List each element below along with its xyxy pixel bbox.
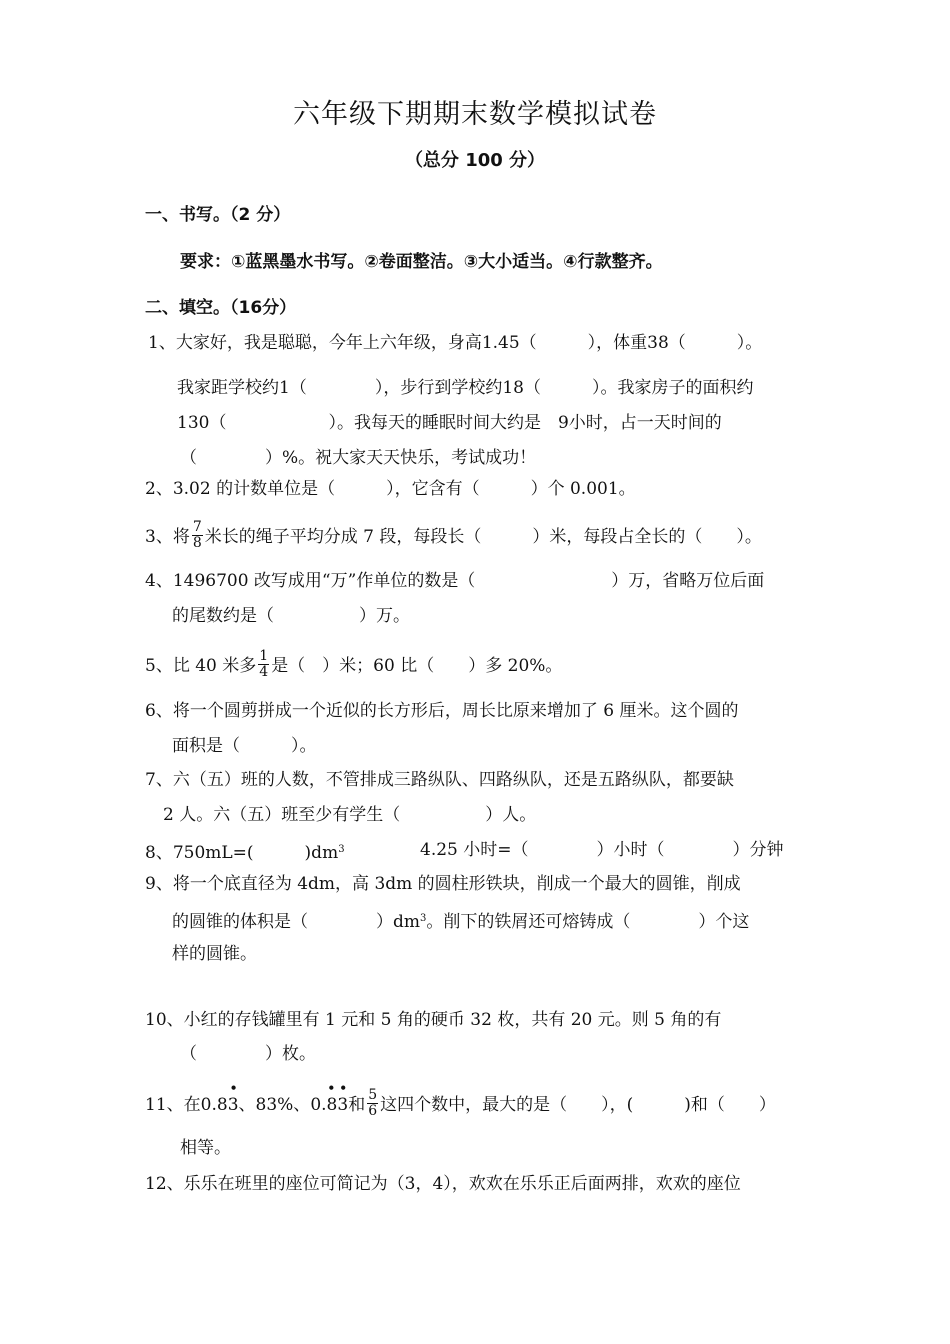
page-title: 六年级下期期末数学模拟试卷 xyxy=(293,99,657,130)
q3-fraction xyxy=(192,520,203,551)
q11-number1-main: 0.8 xyxy=(200,1095,228,1115)
q6-line2: 面积是（ ）。 xyxy=(172,736,317,756)
q5-fraction-numerator: 1 xyxy=(259,648,269,664)
q9-line2b: 。削下的铁屑还可熔铸成（ ）个这 xyxy=(426,912,750,932)
q11-line2: 相等。 xyxy=(180,1138,231,1158)
q8-superscript: 3 xyxy=(338,844,345,855)
q11-number2-repeating: • • 83 xyxy=(326,1081,349,1115)
q11-sep2: 和 xyxy=(348,1095,366,1115)
q11-number2-main: 0. xyxy=(310,1095,327,1115)
q5-line xyxy=(145,648,563,682)
q8-part1 xyxy=(145,839,345,864)
q3-fraction-denominator: 8 xyxy=(192,535,202,551)
q5-fraction-denominator: 4 xyxy=(259,664,269,680)
q6-line1: 6、将一个圆剪拼成一个近似的长方形后，周长比原来增加了 6 厘米。这个圆的 xyxy=(145,701,739,721)
q11-fraction-numerator: 5 xyxy=(368,1087,378,1103)
q8-part2: 4.25 小时=（ ）小时（ ）分钟 xyxy=(420,840,784,860)
q3-line xyxy=(145,519,762,553)
q11-fraction-denominator: 6 xyxy=(368,1103,378,1119)
q11-number2 xyxy=(310,1081,349,1115)
q11-fraction xyxy=(367,1088,378,1119)
q5-pre: 5、比 40 米多 xyxy=(145,656,257,676)
q5-post: 是（ ）米；60 比（ ）多 20%。 xyxy=(271,656,563,676)
q8-part1-text: 8、750mL=( )dm xyxy=(145,843,339,863)
q1-line1: 1、大家好，我是聪聪，今年上六年级，身高1.45（ ），体重38（ ）。 xyxy=(148,333,763,353)
q11-number1-repeating-digit: 3 xyxy=(227,1095,239,1115)
q9-line2 xyxy=(172,908,749,933)
q11-number2-repeating-digits: 83 xyxy=(326,1095,349,1115)
q4-line1: 4、1496700 改写成用“万”作单位的数是（ ）万，省略万位后面 xyxy=(145,571,765,591)
q9-superscript: 3 xyxy=(420,913,427,924)
q11-post: 这四个数中，最大的是（ ），( )和（ ） xyxy=(380,1095,776,1115)
q9-line2a: 的圆锥的体积是（ ）dm xyxy=(172,912,421,932)
section2-heading: 二、填空。（16分） xyxy=(145,298,297,318)
q5-fraction xyxy=(258,649,269,680)
q10-line1: 10、小红的存钱罐里有 1 元和 5 角的硬币 32 枚，共有 20 元。则 5 角的有 xyxy=(145,1010,722,1030)
page-subtitle: （总分 100 分） xyxy=(404,150,546,171)
q12-line1: 12、乐乐在班里的座位可简记为（3，4），欢欢在乐乐正后面两排，欢欢的座位 xyxy=(145,1174,741,1194)
q1-line3: 130（ ）。我每天的睡眠时间大约是 9小时，占一天时间的 xyxy=(177,413,722,433)
q9-line3: 样的圆锥。 xyxy=(172,944,257,964)
q11-line1 xyxy=(145,1081,776,1121)
q10-line2: （ ）枚。 xyxy=(180,1044,316,1064)
q11-sep1: 、83%、 xyxy=(238,1095,311,1115)
q1-line4: （ ）%。祝大家天天快乐，考试成功！ xyxy=(180,448,537,468)
q11-number1 xyxy=(200,1081,239,1115)
q9-line1: 9、将一个底直径为 4dm，高 3dm 的圆柱形铁块，削成一个最大的圆锥，削成 xyxy=(145,874,741,894)
q1-line2: 我家距学校约1（ ），步行到学校约18（ ）。我家房子的面积约 xyxy=(177,378,754,398)
q4-line2: 的尾数约是（ ）万。 xyxy=(172,606,410,626)
q7-line1: 7、六（五）班的人数，不管排成三路纵队、四路纵队，还是五路纵队，都要缺 xyxy=(145,770,734,790)
q3-pre: 3、将 xyxy=(145,527,190,547)
section1-heading: 一、书写。（2 分） xyxy=(145,205,291,225)
q11-pre: 11、在 xyxy=(145,1095,201,1115)
q2-text: 2、3.02 的计数单位是（ ），它含有（ ）个 0.001。 xyxy=(145,479,636,499)
q7-line2: 2 人。六（五）班至少有学生（ ）人。 xyxy=(163,805,537,825)
q3-post: 米长的绳子平均分成 7 段，每段长（ ）米，每段占全长的（ ）。 xyxy=(204,527,762,547)
q3-fraction-numerator: 7 xyxy=(192,519,202,535)
section1-requirement: 要求：①蓝黑墨水书写。②卷面整洁。③大小适当。④行款整齐。 xyxy=(180,252,663,272)
q11-number1-repeating: • 3 xyxy=(227,1081,239,1115)
